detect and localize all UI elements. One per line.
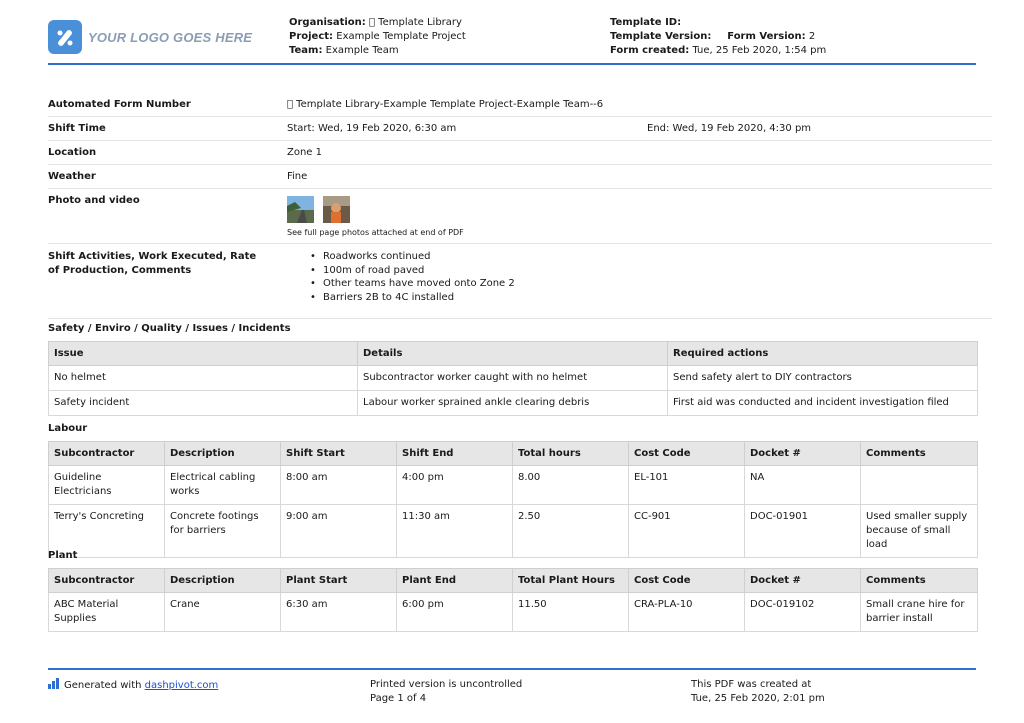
shift-time-label: Shift Time <box>48 123 106 134</box>
template-version-label: Template Version: <box>610 31 712 42</box>
column-header-total-hours: Total hours <box>513 442 629 466</box>
table-cell: DOC-01901 <box>745 505 861 558</box>
table-cell: EL-101 <box>629 466 745 505</box>
column-header-subcontractor: Subcontractor <box>49 442 165 466</box>
location-value: Zone 1 <box>287 147 322 158</box>
table-cell: Terry's Concreting <box>49 505 165 558</box>
team-value: Example Team <box>325 45 399 56</box>
pdf-created-date: Tue, 25 Feb 2020, 2:01 pm <box>691 693 825 704</box>
page-header <box>48 16 976 66</box>
form-info-section <box>48 93 992 319</box>
photo-thumbnails <box>287 196 992 223</box>
footer-divider <box>48 668 976 670</box>
form-number-value:   Template Library-Example Template Project-Example Team--6 <box>287 99 604 110</box>
photo-note: See full page photos attached at end of PDF <box>287 228 464 237</box>
column-header-shift-end: Shift End <box>397 442 513 466</box>
column-header-comments: Comments <box>861 442 978 466</box>
company-logo <box>48 20 252 54</box>
location-row <box>48 141 992 165</box>
table-cell: Send safety alert to DIY contractors <box>668 366 978 391</box>
table-header-row <box>49 442 978 466</box>
activity-item: • Barriers 2B to 4C installed <box>310 291 992 305</box>
table-cell: 8.00 <box>513 466 629 505</box>
dashpivot-link[interactable]: dashpivot.com <box>144 680 219 691</box>
footer-generated <box>48 678 218 693</box>
photo-thumbnail-worker[interactable] <box>323 196 350 223</box>
photo-row <box>48 189 992 244</box>
column-header-plant-start: Plant Start <box>281 569 397 593</box>
uncontrolled-notice: Printed version is uncontrolled <box>370 679 523 690</box>
column-header-details: Details <box>358 342 668 366</box>
table-cell: 6:30 am <box>281 593 397 632</box>
header-divider <box>48 63 976 65</box>
template-id-label: Template ID: <box>610 17 682 28</box>
safety-section-title: Safety / Enviro / Quality / Issues / Incidents <box>48 323 291 334</box>
photo-label: Photo and video <box>48 195 140 206</box>
form-version-label: Form Version: <box>727 31 806 42</box>
table-cell: Small crane hire for barrier install <box>861 593 978 632</box>
activity-item: • 100m of road paved <box>310 264 992 278</box>
safety-table <box>48 341 978 416</box>
column-header-plant-end: Plant End <box>397 569 513 593</box>
photo-thumbnail-road[interactable] <box>287 196 314 223</box>
table-cell: 4:00 pm <box>397 466 513 505</box>
project-label: Project: <box>289 31 334 42</box>
form-created-label: Form created: <box>610 45 690 56</box>
project-value: Example Template Project <box>336 31 466 42</box>
column-header-description: Description <box>165 442 281 466</box>
table-header-row <box>49 342 978 366</box>
weather-value: Fine <box>287 171 308 182</box>
table-cell: 9:00 am <box>281 505 397 558</box>
column-header-description: Description <box>165 569 281 593</box>
table-cell: 6:00 pm <box>397 593 513 632</box>
column-header-cost-code: Cost Code <box>629 569 745 593</box>
table-cell: No helmet <box>49 366 358 391</box>
table-cell: Safety incident <box>49 391 358 416</box>
form-number-row <box>48 93 992 117</box>
table-cell: Crane <box>165 593 281 632</box>
team-label: Team: <box>289 45 323 56</box>
column-header-required-actions: Required actions <box>668 342 978 366</box>
column-header-issue: Issue <box>49 342 358 366</box>
activities-label-line-2: of Production, Comments <box>48 265 192 276</box>
table-cell: CRA-PLA-10 <box>629 593 745 632</box>
table-cell: DOC-019102 <box>745 593 861 632</box>
table-cell: 2.50 <box>513 505 629 558</box>
weather-row <box>48 165 992 189</box>
shift-start-value: Start: Wed, 19 Feb 2020, 6:30 am <box>287 123 457 134</box>
table-cell: NA <box>745 466 861 505</box>
chart-bars-icon <box>48 678 59 689</box>
activities-label <box>48 244 287 318</box>
generated-text: Generated with <box>64 680 142 691</box>
table-row <box>49 366 978 391</box>
form-version-value: 2 <box>808 31 816 42</box>
column-header-subcontractor: Subcontractor <box>49 569 165 593</box>
organisation-label: Organisation: <box>289 17 366 28</box>
header-org-info <box>289 16 466 58</box>
table-cell: Subcontractor worker caught with no helmet <box>358 366 668 391</box>
table-row <box>49 391 978 416</box>
column-header-total-plant-hours: Total Plant Hours <box>513 569 629 593</box>
footer-print-info <box>370 678 522 706</box>
organisation-value:   Template Library <box>368 17 462 28</box>
table-row <box>49 593 978 632</box>
table-row <box>49 466 978 505</box>
plant-section-title: Plant <box>48 550 78 561</box>
location-label: Location <box>48 147 97 158</box>
form-number-label: Automated Form Number <box>48 99 191 110</box>
header-template-info <box>610 16 826 58</box>
page-number: Page 1 of 4 <box>370 693 427 704</box>
activity-item: • Other teams have moved onto Zone 2 <box>310 277 992 291</box>
column-header-docket: Docket # <box>745 569 861 593</box>
activities-label-line-1: Shift Activities, Work Executed, Rate <box>48 251 257 262</box>
table-cell: CC-901 <box>629 505 745 558</box>
labour-section-title: Labour <box>48 423 88 434</box>
pdf-created-label: This PDF was created at <box>691 679 812 690</box>
shift-time-row <box>48 117 992 141</box>
table-cell: ABC Material Supplies <box>49 593 165 632</box>
table-cell <box>861 466 978 505</box>
table-cell: Used smaller supply because of small load <box>861 505 978 558</box>
shift-end-value: End: Wed, 19 Feb 2020, 4:30 pm <box>647 123 812 134</box>
column-header-cost-code: Cost Code <box>629 442 745 466</box>
column-header-shift-start: Shift Start <box>281 442 397 466</box>
table-cell: Guideline Electricians <box>49 466 165 505</box>
labour-table <box>48 441 978 558</box>
table-cell: Labour worker sprained ankle clearing debris <box>358 391 668 416</box>
footer-pdf-info <box>691 678 825 706</box>
plant-table <box>48 568 978 632</box>
table-header-row <box>49 569 978 593</box>
table-cell: 11.50 <box>513 593 629 632</box>
table-cell: Concrete footings for barriers <box>165 505 281 558</box>
activity-item: • Roadworks continued <box>310 250 992 264</box>
table-cell: 8:00 am <box>281 466 397 505</box>
form-created-value: Tue, 25 Feb 2020, 1:54 pm <box>692 45 827 56</box>
column-header-docket: Docket # <box>745 442 861 466</box>
logo-icon <box>48 20 82 54</box>
table-cell: 11:30 am <box>397 505 513 558</box>
table-cell: First aid was conducted and incident investigation filed <box>668 391 978 416</box>
weather-label: Weather <box>48 171 96 182</box>
table-row <box>49 505 978 558</box>
activities-row <box>48 244 992 319</box>
table-cell: Electrical cabling works <box>165 466 281 505</box>
column-header-comments: Comments <box>861 569 978 593</box>
logo-text: YOUR LOGO GOES HERE <box>88 29 253 45</box>
activities-list <box>287 250 992 304</box>
